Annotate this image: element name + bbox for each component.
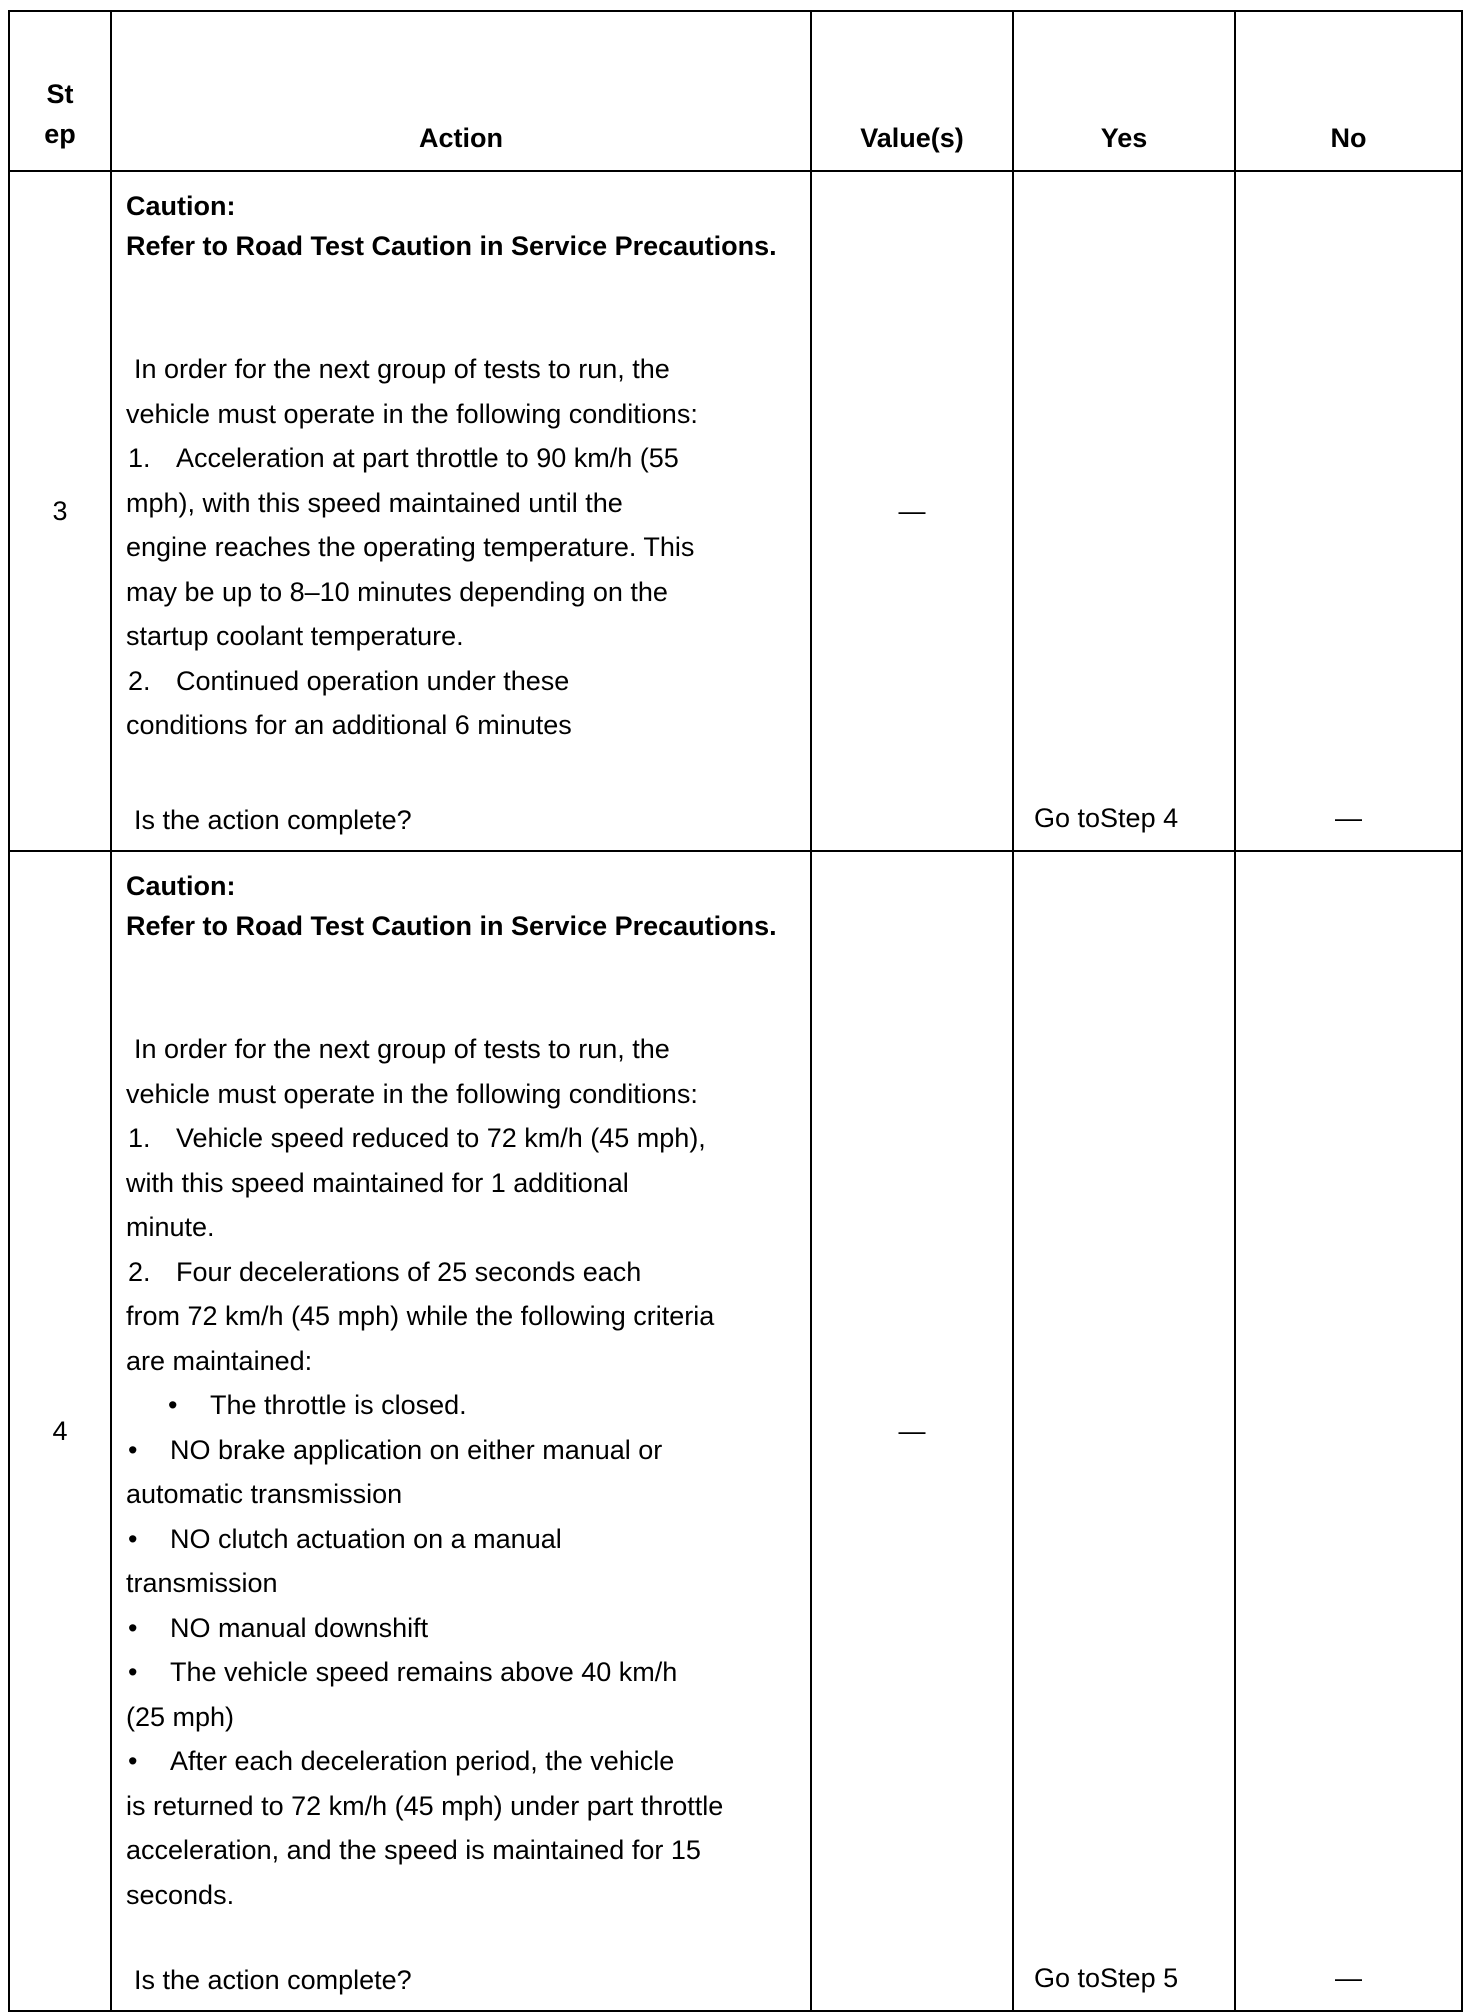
bullet-icon: • xyxy=(128,1746,138,1776)
header-no: No xyxy=(1235,11,1462,171)
action-line: are maintained: xyxy=(126,1345,313,1376)
table-row xyxy=(9,851,1462,2011)
header-yes: Yes xyxy=(1013,11,1235,171)
step-marker: 2. xyxy=(128,665,151,696)
action-line: from 72 km/h (45 mph) while the following criteria xyxy=(126,1301,715,1331)
bullet-icon: • xyxy=(128,1612,138,1643)
action-line: minute. xyxy=(126,1212,215,1242)
table-row xyxy=(9,171,1462,851)
bullet-icon: • xyxy=(168,1390,178,1420)
no-cell: — xyxy=(1235,851,1462,2011)
action-line: acceleration, and the speed is maintained for 15 xyxy=(126,1835,701,1865)
action-line: vehicle must operate in the following conditions: xyxy=(126,398,698,429)
value-cell: — xyxy=(811,851,1013,2011)
diagnostic-table xyxy=(8,10,1463,2012)
header-values: Value(s) xyxy=(811,11,1013,171)
caution-text: Refer to Road Test Caution in Service Precautions. xyxy=(126,231,777,261)
action-line: seconds. xyxy=(126,1879,235,1910)
action-line: with this speed maintained for 1 additional xyxy=(126,1167,629,1198)
no-cell: — xyxy=(1235,171,1462,851)
bullet-icon: • xyxy=(128,1523,138,1554)
action-line: 2. Four decelerations of 25 seconds each xyxy=(126,1250,800,1295)
action-line: 2. Continued operation under these xyxy=(126,659,800,704)
caution-label: Caution: xyxy=(126,871,236,901)
step-marker: 1. xyxy=(128,1123,151,1153)
header-row xyxy=(9,11,1462,171)
action-question: Is the action complete? xyxy=(134,805,412,835)
header-action: Action xyxy=(111,11,811,171)
action-line: engine reaches the operating temperature. This xyxy=(126,532,695,562)
action-cell xyxy=(111,851,811,2011)
action-line: In order for the next group of tests to run, the xyxy=(134,354,670,384)
action-line: startup coolant temperature. xyxy=(126,621,464,651)
action-line: 1. Vehicle speed reduced to 72 km/h (45 mph), xyxy=(126,1116,800,1161)
value-cell: — xyxy=(811,171,1013,851)
action-line: transmission xyxy=(126,1568,278,1598)
step-marker: 2. xyxy=(128,1256,151,1287)
action-line: is returned to 72 km/h (45 mph) under part throttle xyxy=(126,1790,724,1821)
bullet-line: • NO clutch actuation on a manual xyxy=(126,1517,800,1562)
bullet-line: • The throttle is closed. xyxy=(126,1383,800,1428)
action-body xyxy=(126,1027,800,1917)
action-line: In order for the next group of tests to run, the xyxy=(134,1034,670,1064)
bullet-line: • After each deceleration period, the vehicle xyxy=(126,1739,800,1784)
bullet-line: • The vehicle speed remains above 40 km/h xyxy=(126,1650,800,1695)
action-line: 1. Acceleration at part throttle to 90 km/h (55 xyxy=(126,436,800,481)
caution-label: Caution: xyxy=(126,191,236,221)
action-line: (25 mph) xyxy=(126,1701,235,1732)
bullet-icon: • xyxy=(128,1434,138,1465)
step-number: 3 xyxy=(9,171,111,851)
action-line: vehicle must operate in the following conditions: xyxy=(126,1078,698,1109)
action-line: may be up to 8–10 minutes depending on the xyxy=(126,576,668,607)
action-body xyxy=(126,347,800,748)
header-step: St ep xyxy=(9,11,111,171)
action-line: mph), with this speed maintained until the xyxy=(126,487,623,518)
action-question: Is the action complete? xyxy=(134,1965,412,1995)
action-line: automatic transmission xyxy=(126,1479,403,1509)
bullet-line: • NO brake application on either manual or xyxy=(126,1428,800,1473)
bullet-line: • NO manual downshift xyxy=(126,1606,800,1651)
yes-cell: Go toStep 4 xyxy=(1013,171,1235,851)
yes-cell: Go toStep 5 xyxy=(1013,851,1235,2011)
step-marker: 1. xyxy=(128,443,151,473)
action-line: conditions for an additional 6 minutes xyxy=(126,710,572,740)
bullet-icon: • xyxy=(128,1657,138,1687)
caution-text: Refer to Road Test Caution in Service Precautions. xyxy=(126,911,777,941)
step-number: 4 xyxy=(9,851,111,2011)
action-cell xyxy=(111,171,811,851)
